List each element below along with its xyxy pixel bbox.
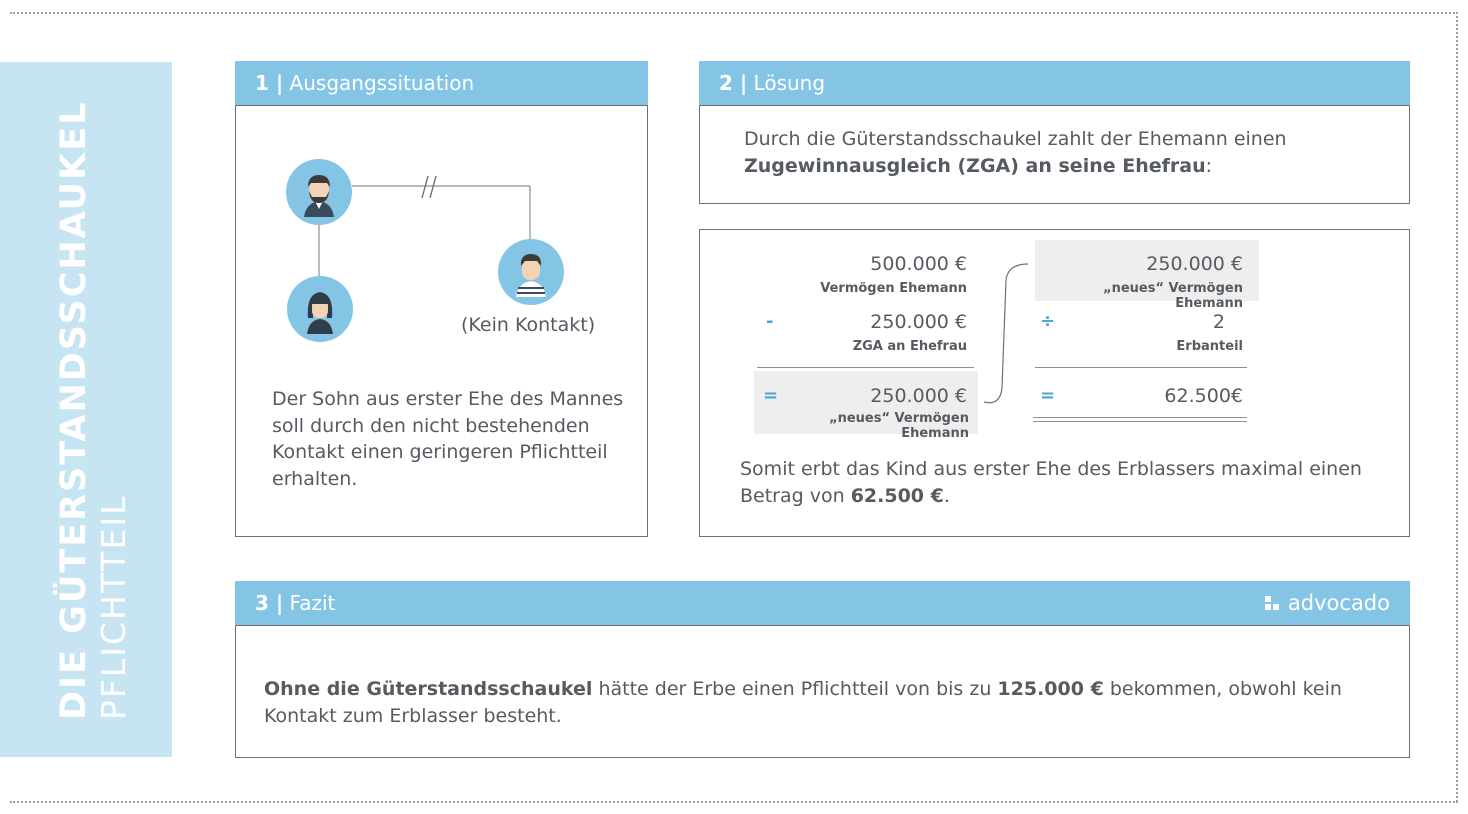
sidebar-title: DIE GÜTERSTANDSSCHAUKEL [54,100,94,720]
dotted-border-bottom [10,801,1458,803]
divide-operator: ÷ [1040,311,1056,332]
sidebar-subtitle: PFLICHTTEIL [94,494,133,720]
panel2-title: Lösung [753,71,826,95]
left-row1-label: Vermögen Ehemann [820,281,967,296]
conclusion-end: bekommen, obwohl kein Kontakt zum Erblasser besteht. [264,678,1342,727]
panel3-conclusion [264,676,1374,729]
panel3-box [235,625,1410,758]
son-avatar-icon [498,239,564,305]
result-double-line-bottom [1033,421,1247,422]
conclusion-mid: hätte der Erbe einen Pflichtteil von bis zu [592,678,998,700]
panel1-title: Ausgangssituation [289,71,475,95]
left-row1-value: 500.000 € [870,253,967,275]
panel1-header [235,61,648,105]
panel1-description: Der Sohn aus erster Ehe des Mannes soll durch den nicht bestehenden Kontakt einen geringeren Pflichtteil erhalten. [272,388,624,490]
result-suffix: . [943,485,950,507]
conclusion-bold2: 125.000 € [997,678,1104,700]
right-row1-value: 250.000 € [1146,253,1243,275]
panel2-intro-box [699,105,1410,204]
right-sum-line [1035,367,1247,368]
result-double-line-top [1033,417,1247,418]
man-avatar-icon [286,159,352,225]
panel3-title: Fazit [289,591,336,615]
panel3-number: 3 | [255,591,284,615]
advocado-logo-icon [1265,596,1281,612]
right-row2-value: 2 [1212,311,1225,333]
no-contact-label: (Kein Kontakt) [461,314,596,336]
panel2-intro [744,126,1364,179]
right-row2-label: Erbanteil [1176,339,1243,354]
advocado-logo [1265,581,1390,625]
intro-bold: Zugewinnausgleich (ZGA) an seine Ehefrau [744,154,1206,177]
advocado-logo-text: advocado [1287,591,1390,615]
right-row3-value: 62.500€ [1164,385,1243,407]
intro-suffix: : [1205,154,1213,177]
dotted-border-top [10,12,1458,14]
panel2-calc-box [699,229,1410,537]
result-bold: 62.500 € [850,485,944,507]
minus-operator: - [766,311,774,332]
left-row3-label: „neues“ Vermögen Ehemann [829,411,969,441]
woman-avatar-icon [287,276,353,342]
panel2-number: 2 | [719,71,748,95]
intro-text: Durch die Güterstandsschaukel zahlt der Ehemann einen [744,128,1287,150]
panel2-result [740,456,1380,510]
connector-bracket [980,260,1036,410]
panel1-box [235,105,648,537]
right-row1-label: „neues“ Vermögen Ehemann [1103,281,1243,311]
sidebar-heading [53,101,133,720]
left-row3-value: 250.000 € [870,385,967,407]
equals-operator-left: = [763,385,779,406]
result-text: Somit erbt das Kind aus erster Ehe des Erblassers maximal einen Betrag von [740,458,1362,507]
family-connector-lines [236,106,647,406]
left-row2-value: 250.000 € [870,311,967,333]
equals-operator-right: = [1040,385,1056,406]
dotted-border-right [1456,12,1458,802]
left-row2-label: ZGA an Ehefrau [852,339,967,354]
panel3-header [235,581,1410,625]
left-sum-line [757,367,974,368]
panel1-number: 1 | [255,71,284,95]
panel2-header [699,61,1410,105]
conclusion-bold1: Ohne die Güterstandsschaukel [264,678,593,700]
